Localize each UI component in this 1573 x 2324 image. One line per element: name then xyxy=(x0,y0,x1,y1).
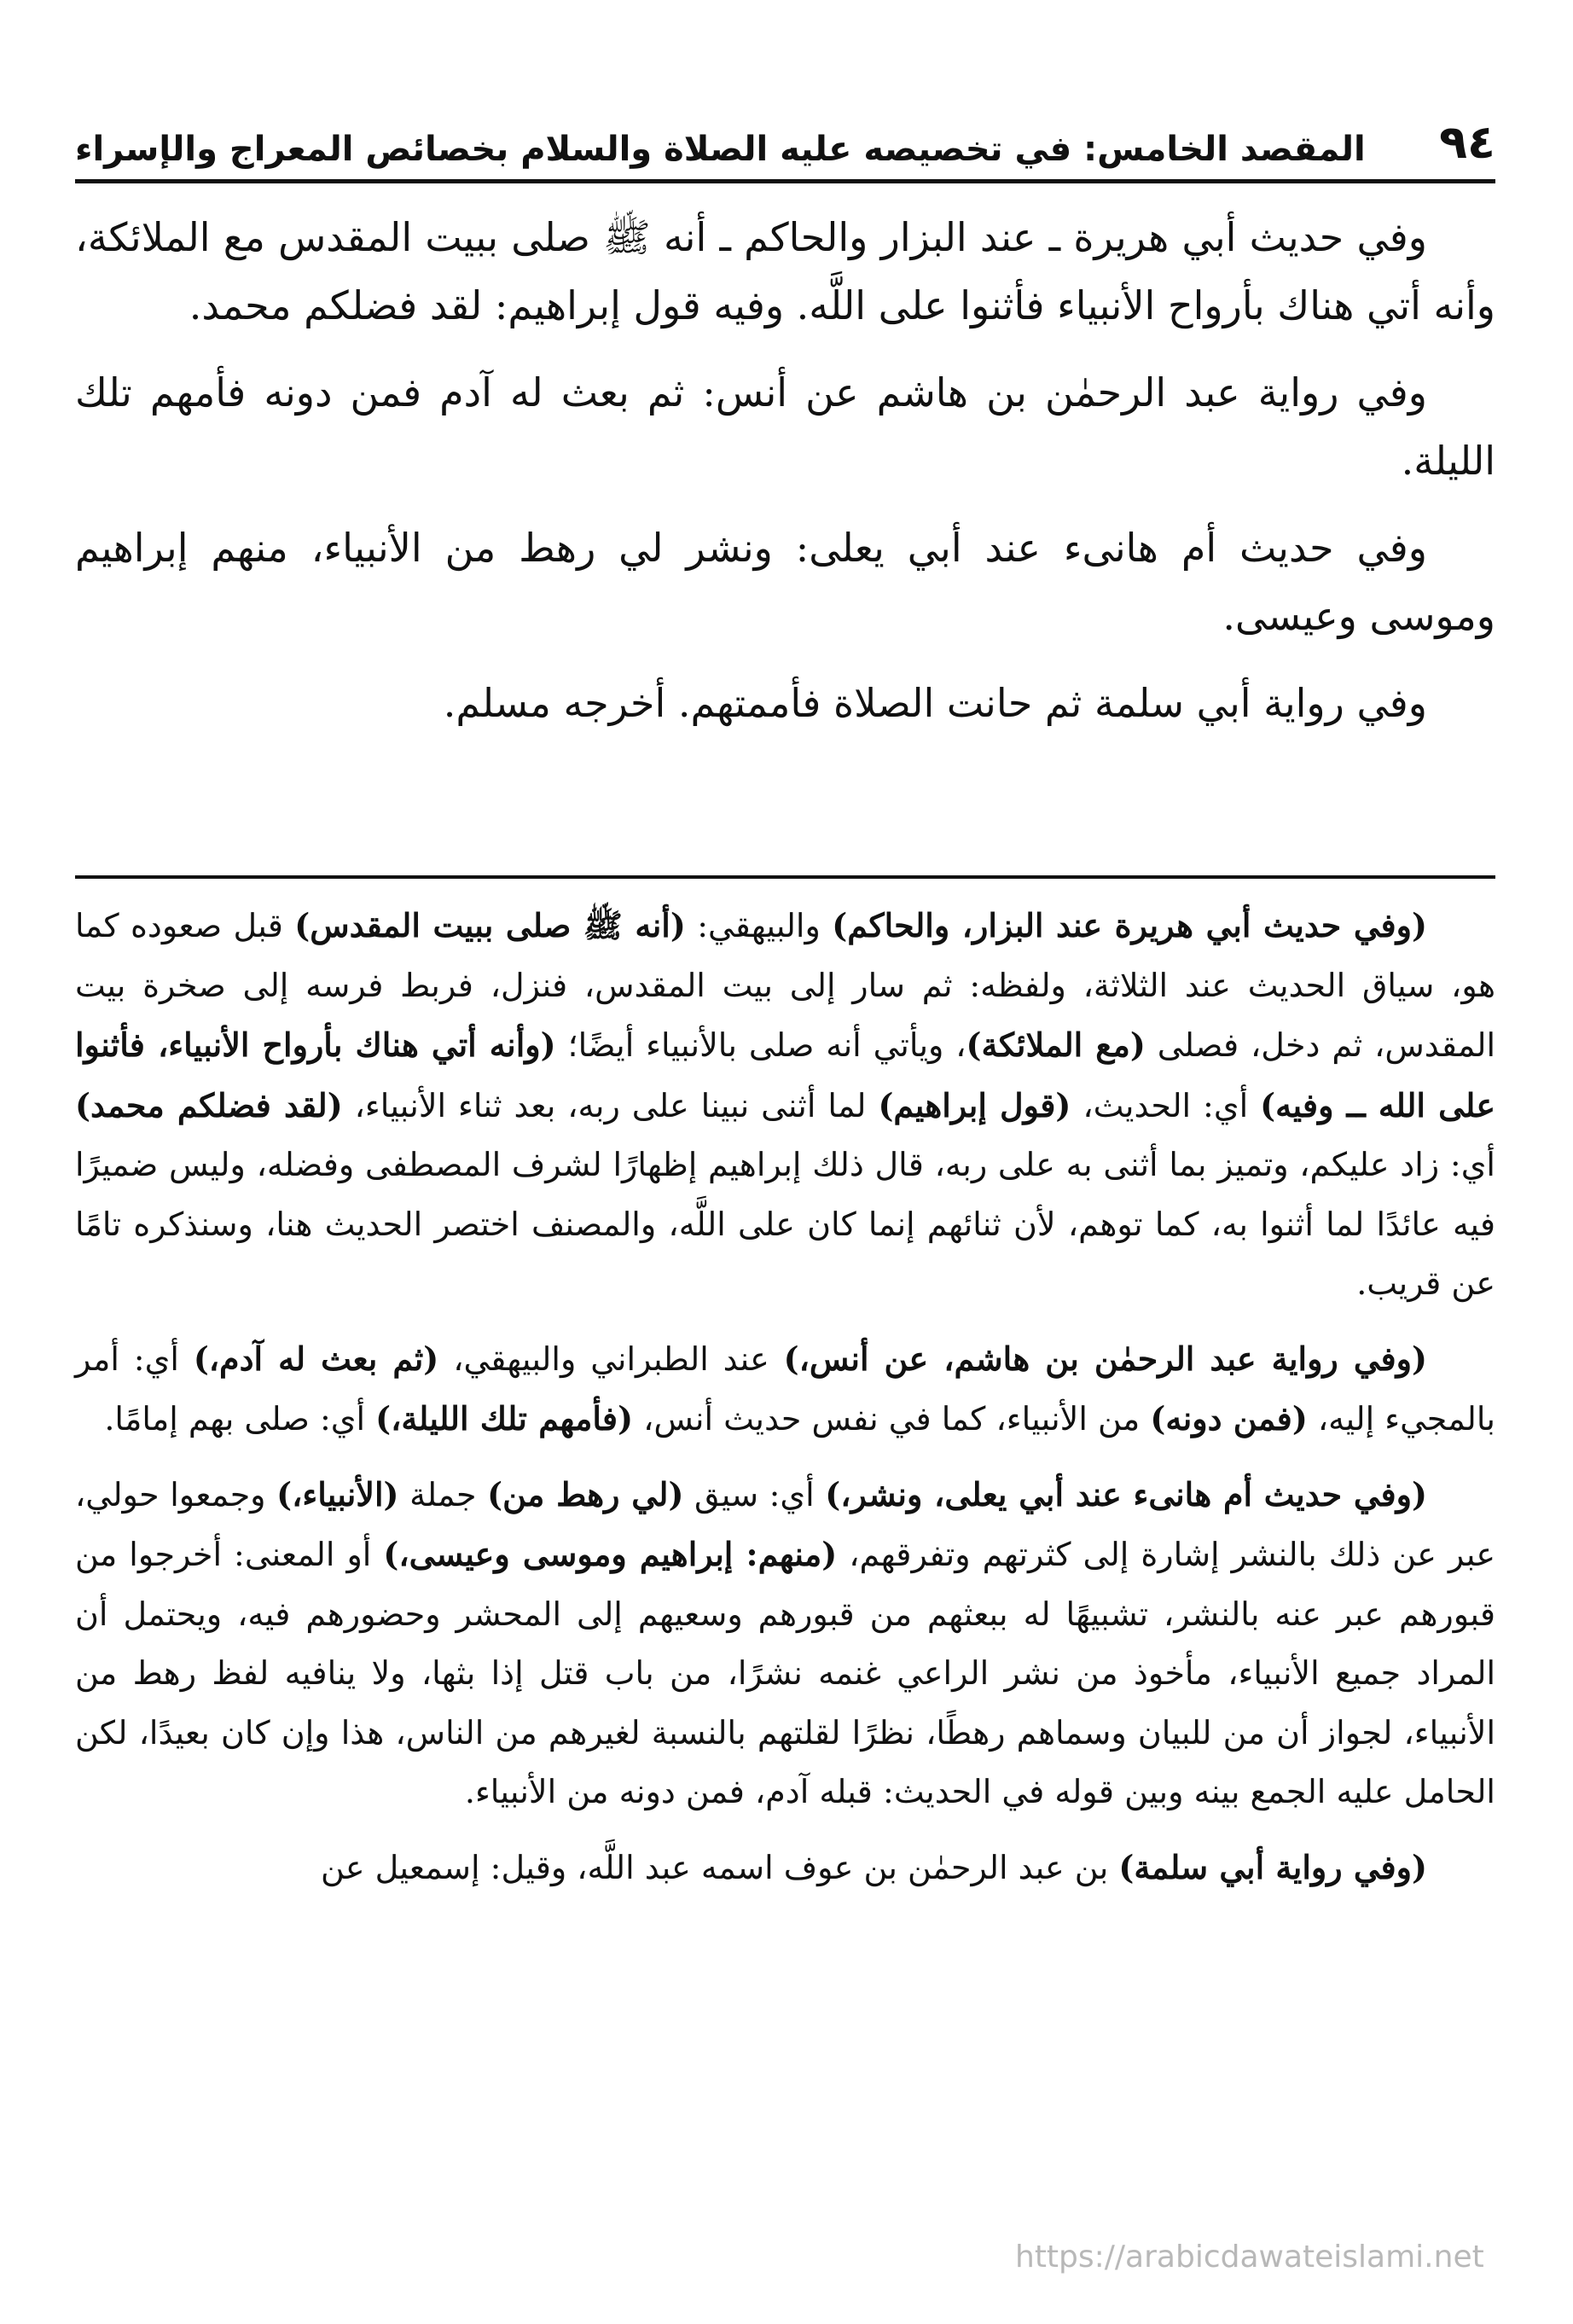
commentary-text: ، ويأتي أنه صلى بالأنبياء أيضًا؛ xyxy=(555,1026,966,1064)
commentary-text: أي: زاد عليكم، وتميز بما أثنى به على ربه، قال ذلك إبراهيم إظهارًا لشرف المصطفى وفضله، وليس ضميرًا فيه عائدًا لما أثنوا به، كما توهم، لأن ثنائهم إنما كان على اللَّه، والمصنف اختصر الحديث هنا، وسنذكره تامًا عن قريب. xyxy=(75,1146,1495,1302)
main-paragraph: وفي رواية أبي سلمة ثم حانت الصلاة فأممتهم. أخرجه مسلم. xyxy=(443,680,1427,726)
main-text xyxy=(75,203,1495,756)
commentary-text: أي: سيق xyxy=(683,1475,826,1514)
quoted-matn: (مع الملائكة) xyxy=(966,1025,1146,1064)
main-paragraph: وفي حديث أبي هريرة ـ عند البزار والحاكم ـ أنه ﷺ صلى ببيت المقدس مع الملائكة، وأنه أتي هناك بأرواح الأنبياء فأثنوا على اللَّه. وفيه قول إبراهيم: لقد فضلكم محمد. xyxy=(75,214,1495,328)
commentary-paragraph xyxy=(75,1465,1495,1822)
quoted-matn: (وفي رواية عبد الرحمٰن بن هاشم، عن أنس،) xyxy=(783,1339,1428,1378)
page-number: ٩٤ xyxy=(1439,115,1495,169)
commentary xyxy=(75,896,1495,1913)
commentary-text: من الأنبياء، كما في نفس حديث أنس، xyxy=(633,1400,1151,1438)
main-paragraph: وفي رواية عبد الرحمٰن بن هاشم عن أنس: ثم بعث له آدم فمن دونه فأمهم تلك الليلة. xyxy=(75,369,1495,484)
commentary-text: جملة xyxy=(398,1475,488,1514)
commentary-paragraph xyxy=(75,1329,1495,1450)
header-rule xyxy=(75,179,1495,183)
commentary-text: أي: صلى بهم إمامًا. xyxy=(104,1400,376,1438)
commentary-text: والبيهقي: xyxy=(685,907,833,944)
page-header xyxy=(75,101,1495,169)
commentary-paragraph xyxy=(75,1838,1495,1898)
commentary-text: وجمعوا حولي، عبر عن ذلك بالنشر إشارة إلى كثرتهم وتفرقهم، xyxy=(75,1475,1496,1573)
quoted-matn: (لقد فضلكم محمد) xyxy=(75,1085,343,1124)
quoted-matn: (الأنبياء،) xyxy=(276,1474,399,1514)
main-paragraph: وفي حديث أم هانىء عند أبي يعلى: ونشر لي رهط من الأنبياء، منهم إبراهيم وموسى وعيسى. xyxy=(75,525,1495,639)
quoted-matn: (فمن دونه) xyxy=(1150,1399,1308,1438)
quoted-matn: (وأنه أتي هناك بأرواح الأنبياء، فأثنوا على الله ــ وفيه) xyxy=(75,1025,1496,1124)
commentary-paragraph xyxy=(75,896,1495,1314)
quoted-matn: (منهم: إبراهيم وموسى وعيسى،) xyxy=(383,1535,838,1573)
separator-rule xyxy=(75,875,1495,879)
quoted-matn: (وفي رواية أبي سلمة) xyxy=(1118,1847,1427,1886)
quoted-matn: (لي رهط من) xyxy=(487,1474,684,1514)
watermark-url: https://arabicdawateislami.net xyxy=(1015,2240,1484,2275)
quoted-matn: (ثم بعث له آدم،) xyxy=(193,1339,439,1378)
quoted-matn: (وفي حديث أم هانىء عند أبي يعلى، ونشر،) xyxy=(825,1474,1427,1514)
quoted-matn: (فأمهم تلك الليلة،) xyxy=(375,1399,634,1438)
commentary-text: أي: أمر بالمجيء إليه، xyxy=(75,1339,1495,1438)
commentary-text: قبل صعوده كما هو، سياق الحديث عند الثلاثة، ولفظه: ثم سار إلى بيت المقدس، فنزل، فربط فرسه إلى صخرة بيت المقدس، ثم دخل، فصلى xyxy=(75,907,1496,1064)
commentary-text: عند الطبراني والبيهقي، xyxy=(438,1339,784,1378)
quoted-matn: (قول إبراهيم) xyxy=(878,1085,1071,1124)
commentary-text: أو المعنى: أخرجوا من قبورهم عبر عنه بالنشر، تشبيهًا له ببعثهم من قبورهم وسعيهم إلى المحشر وحضورهم فيه، ويحتمل أن المراد جميع الأنبياء، مأخوذ من نشر الراعي غنمه نشرًا، من باب قتل إذا بثها، ولا ينافيه لفظ رهط من الأنبياء، لجواز أن من للبيان وسماهم رهطًا، نظرًا لقلتهم بالنسبة لغيرهم من الناس، هذا وإن كان بعيدًا، لكن الحامل عليه الجمع بينه وبين قوله في الحديث: قبله آدم، فمن دونه من الأنبياء. xyxy=(75,1536,1495,1810)
commentary-text: أي: الحديث، xyxy=(1071,1086,1261,1124)
commentary-text: بن عبد الرحمٰن بن عوف اسمه عبد اللَّه، وقيل: إسمعيل عن xyxy=(320,1848,1119,1886)
running-title: المقصد الخامس: في تخصيصه عليه الصلاة والسلام بخصائص المعراج والإسراء xyxy=(75,130,1366,169)
quoted-matn: (أنه ﷺ صلى ببيت المقدس) xyxy=(294,906,686,944)
commentary-text: لما أثنى نبينا على ربه، بعد ثناء الأنبياء، xyxy=(342,1086,879,1124)
quoted-matn: (وفي حديث أبي هريرة عند البزار، والحاكم) xyxy=(832,906,1428,944)
